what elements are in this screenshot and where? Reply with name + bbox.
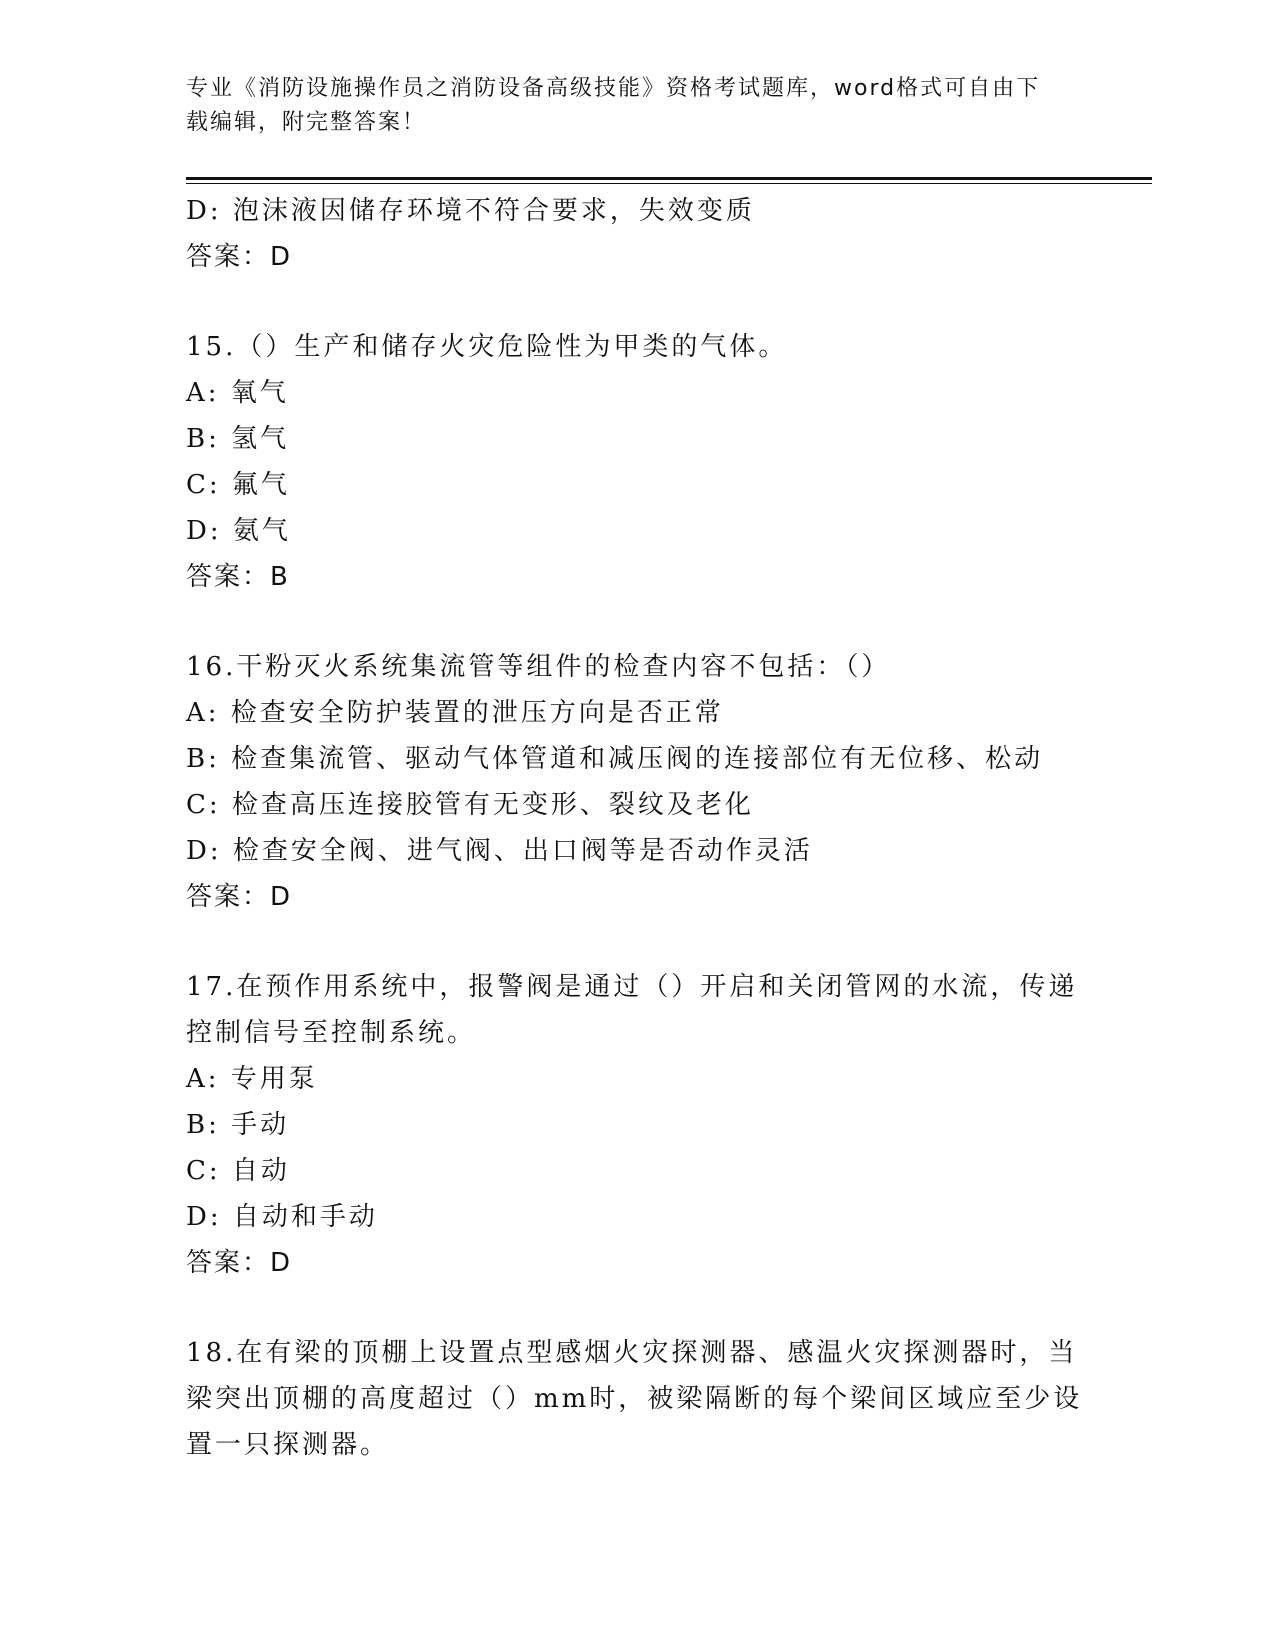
- option-b: B: 氢气: [186, 424, 290, 454]
- answer-line: 答案：D: [186, 242, 293, 272]
- option-d: D: 氨气: [186, 516, 291, 546]
- question-15: [186, 324, 1086, 600]
- option-a: A: 检查安全防护装置的泄压方向是否正常: [186, 698, 724, 728]
- question-list: [186, 188, 1086, 1468]
- option-a: A: 氧气: [186, 378, 289, 408]
- option-c: C: 自动: [186, 1156, 290, 1186]
- answer-line: 答案：B: [186, 562, 290, 592]
- header-divider-thin: [186, 183, 1152, 184]
- previous-question-fragment: [186, 188, 1086, 280]
- option-d: D: 泡沫液因储存环境不符合要求，失效变质: [186, 196, 755, 226]
- answer-line: 答案：D: [186, 882, 293, 912]
- option-c: C: 氟气: [186, 470, 290, 500]
- option-b: B: 手动: [186, 1110, 290, 1140]
- question-stem: 17.在预作用系统中，报警阀是通过（）开启和关闭管网的水流，传递: [186, 972, 1078, 1002]
- question-stem: 18.在有梁的顶棚上设置点型感烟火灾探测器、感温火灾探测器时，当: [186, 1338, 1078, 1368]
- question-stem: 15.（）生产和储存火灾危险性为甲类的气体。: [186, 332, 788, 362]
- question-stem-continued: 置一只探测器。: [186, 1430, 390, 1460]
- header-divider-thick: [186, 177, 1152, 180]
- question-17: [186, 964, 1086, 1286]
- header-line-2: 载编辑，附完整答案！: [186, 110, 427, 135]
- question-stem: 16.干粉灭火系统集流管等组件的检查内容不包括：（）: [186, 652, 891, 682]
- question-stem-continued: 控制信号至控制系统。: [186, 1018, 477, 1048]
- option-b: B: 检查集流管、驱动气体管道和减压阀的连接部位有无位移、松动: [186, 744, 1044, 774]
- option-a: A: 专用泵: [186, 1064, 318, 1094]
- question-stem-continued: 梁突出顶棚的高度超过（）mm时，被梁隔断的每个梁间区域应至少设: [186, 1384, 1083, 1414]
- question-16: [186, 644, 1086, 920]
- option-d: D: 自动和手动: [186, 1202, 378, 1232]
- page-header: [186, 72, 1066, 140]
- option-d: D: 检查安全阀、进气阀、出口阀等是否动作灵活: [186, 836, 813, 866]
- question-18: [186, 1330, 1086, 1468]
- answer-line: 答案：D: [186, 1248, 293, 1278]
- option-c: C: 检查高压连接胶管有无变形、裂纹及老化: [186, 790, 754, 820]
- header-line-1: 专业《消防设施操作员之消防设备高级技能》资格考试题库，word格式可自由下: [186, 76, 1041, 101]
